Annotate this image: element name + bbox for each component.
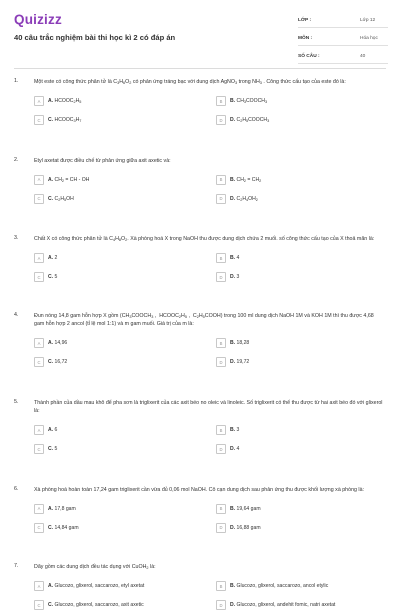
question-number: 3. xyxy=(14,235,19,241)
option-text: D. 4 xyxy=(230,446,240,452)
option-text: B. 4 xyxy=(230,255,240,261)
option-letter-box[interactable]: C xyxy=(34,600,44,610)
answer-options xyxy=(34,424,388,456)
option-letter-box[interactable]: B xyxy=(216,175,226,185)
answer-option-d[interactable] xyxy=(216,443,398,456)
option-text: D. 3 xyxy=(230,274,240,280)
option-text: C. 16,72 xyxy=(48,359,68,365)
option-text: D. 16,88 gam xyxy=(230,524,261,531)
question-item xyxy=(14,486,388,535)
answer-options xyxy=(34,95,388,127)
option-letter-box[interactable]: B xyxy=(216,581,226,591)
answer-option-c[interactable] xyxy=(34,356,216,369)
option-text: C. Glucozo, glixerol, saccarozo, axit axetic xyxy=(48,602,144,608)
option-letter-box[interactable]: B xyxy=(216,425,226,435)
question-item xyxy=(14,399,388,456)
question-number: 6. xyxy=(14,485,19,492)
option-letter-box[interactable]: A xyxy=(34,253,44,263)
meta-value: Hóa học xyxy=(360,35,378,41)
option-letter-box[interactable]: A xyxy=(34,425,44,435)
question-number: 2. xyxy=(14,156,19,163)
answer-option-d[interactable] xyxy=(216,192,398,205)
option-letter-box[interactable]: D xyxy=(216,272,226,282)
option-letter-box[interactable]: A xyxy=(34,338,44,348)
option-letter-box[interactable]: A xyxy=(34,504,44,514)
option-letter-box[interactable]: D xyxy=(216,194,226,204)
answer-option-b[interactable] xyxy=(216,337,398,350)
option-letter-box[interactable]: C xyxy=(34,357,44,367)
question-number: 7. xyxy=(14,563,19,569)
option-text: C. 5 xyxy=(48,446,58,452)
meta-label: SỐ CÂU : xyxy=(298,53,320,59)
option-text: B. 18,28 xyxy=(230,340,250,346)
document-meta xyxy=(298,13,388,67)
answer-options xyxy=(34,337,388,369)
question-list xyxy=(14,78,388,612)
answer-option-a[interactable] xyxy=(34,337,216,350)
answer-options xyxy=(34,502,388,534)
answer-options xyxy=(34,173,388,205)
question-text: Dãy gồm các dung dịch đều tác dụng với CuOH$_2$ là: xyxy=(34,564,156,571)
answer-option-d[interactable] xyxy=(216,521,398,534)
option-text: C. 5 xyxy=(48,274,58,280)
option-letter-box[interactable]: D xyxy=(216,357,226,367)
answer-option-a[interactable] xyxy=(34,252,216,265)
question-text: Chất X có công thức phân tử là $C_4H_8O_2$. Xà phòng hoá X trong NaOH thu được dung dịch chứa 2 muối. số công thức cấu tạo của X thoả mãn là: xyxy=(34,236,375,243)
option-letter-box[interactable]: B xyxy=(216,338,226,348)
option-letter-box[interactable]: D xyxy=(216,115,226,125)
option-letter-box[interactable]: C xyxy=(34,523,44,533)
option-letter-box[interactable]: C xyxy=(34,194,44,204)
option-text: B. 19,64 gam xyxy=(230,505,261,512)
option-text: C. $HCOOC_3H_7$ xyxy=(48,117,82,124)
answer-option-b[interactable] xyxy=(216,252,398,265)
option-letter-box[interactable]: A xyxy=(34,581,44,591)
answer-option-a[interactable] xyxy=(34,502,216,515)
option-text: A. 6 xyxy=(48,427,58,433)
question-item xyxy=(14,157,388,206)
answer-option-d[interactable] xyxy=(216,271,398,284)
option-letter-box[interactable]: C xyxy=(34,444,44,454)
option-text: A. $CH_2$ = CH - OH xyxy=(48,176,90,183)
answer-option-b[interactable] xyxy=(216,502,398,515)
answer-option-d[interactable] xyxy=(216,114,398,127)
option-letter-box[interactable]: B xyxy=(216,504,226,514)
question-item xyxy=(14,235,388,284)
answer-option-c[interactable] xyxy=(34,443,216,456)
answer-option-c[interactable] xyxy=(34,521,216,534)
question-item xyxy=(14,312,388,369)
option-text: C. 14,84 gam xyxy=(48,524,79,531)
question-text: Đun nóng 14,8 gam hỗn hợp X gồm ($CH_3COOCH_3$ , $HCOOC_2H_5$ , $C_2H_5COOH$) trong 100 ml dung dịch NaOH 1M và KOH 1M thì thu được 4,68 gam hỗn hợp 2 ancol (tỉ lệ mol 1:1) và m gam muối. Giá trị của m là: xyxy=(34,312,374,327)
option-text: A. 14,96 xyxy=(48,340,68,346)
question-item xyxy=(14,563,388,612)
option-letter-box[interactable]: A xyxy=(34,175,44,185)
answer-option-a[interactable] xyxy=(34,173,216,186)
option-letter-box[interactable]: D xyxy=(216,523,226,533)
question-text: Etyl axetat được điều chế từ phản ứng giữa axit axetic và: xyxy=(34,157,171,164)
answer-option-a[interactable] xyxy=(34,580,216,593)
option-text: D. 19,72 xyxy=(230,359,250,365)
option-letter-box[interactable]: D xyxy=(216,444,226,454)
option-text: A. $HCOOC_2H_5$ xyxy=(48,98,82,105)
answer-option-b[interactable] xyxy=(216,580,398,593)
answer-option-d[interactable] xyxy=(216,356,398,369)
option-letter-box[interactable]: D xyxy=(216,600,226,610)
option-letter-box[interactable]: B xyxy=(216,253,226,263)
question-text: Xà phòng hoá hoàn toàn 17,24 gam triglixerit cần vừa đủ 0,06 mol NaOH. Cô cạn dung dịch sau phản ứng thu được khối lượng xà phòng là: xyxy=(34,486,365,493)
answer-option-d[interactable] xyxy=(216,599,398,612)
answer-option-b[interactable] xyxy=(216,173,398,186)
option-letter-box[interactable]: A xyxy=(34,96,44,106)
option-text: A. 2 xyxy=(48,255,58,261)
question-number: 4. xyxy=(14,311,19,318)
question-item xyxy=(14,78,388,127)
meta-row-subject xyxy=(298,31,388,46)
question-number: 1. xyxy=(14,78,19,84)
meta-row-count xyxy=(298,49,388,64)
answer-options xyxy=(34,580,388,612)
question-text: Thành phần của dầu mau khô để pha sơn là triglixerit của các axit béo no oleic và linoleic. Số triglixerit có thể thu được từ hai axit béo đó với glixerol là: xyxy=(34,399,383,414)
answer-option-a[interactable] xyxy=(34,95,216,108)
option-text: D. $C_2H_4OH_2$ xyxy=(230,195,258,202)
answer-option-c[interactable] xyxy=(34,114,216,127)
answer-option-c[interactable] xyxy=(34,271,216,284)
option-text: B. Glucozo, glixerol, saccarozo, ancol etylic xyxy=(230,583,329,589)
option-text: B. 3 xyxy=(230,427,240,433)
option-text: D. $C_2H_5COOCH_3$ xyxy=(230,117,270,124)
answer-options xyxy=(34,252,388,284)
answer-option-c[interactable] xyxy=(34,192,216,205)
meta-row-class xyxy=(298,13,388,28)
answer-option-c[interactable] xyxy=(34,599,216,612)
option-text: D. Glucozo, glixerol, andehit fomic, natri axetat xyxy=(230,602,336,608)
meta-value: 40 xyxy=(360,53,366,59)
answer-option-a[interactable] xyxy=(34,424,216,437)
answer-option-b[interactable] xyxy=(216,95,398,108)
option-text: A. 17,8 gam xyxy=(48,505,76,512)
header-divider xyxy=(14,68,386,69)
option-text: B. $CH_3COOCH_3$ xyxy=(230,98,268,105)
meta-value: Lớp 12 xyxy=(360,17,376,23)
document-title: 40 câu trắc nghiệm bài thi học kì 2 có đáp án xyxy=(14,33,176,42)
meta-label: LỚP : xyxy=(298,17,312,23)
quizizz-logo: Quizizz xyxy=(14,12,62,27)
option-text: C. $C_2H_5OH$ xyxy=(48,195,74,202)
question-text: Một este có công thức phân tử là $C_3H_6O_2$ có phản ứng tráng bạc với dung dịch AgNO$_3$ trong $NH_3$ . Công thức cấu tạo của este đó là: xyxy=(34,79,346,86)
option-letter-box[interactable]: B xyxy=(216,96,226,106)
option-letter-box[interactable]: C xyxy=(34,115,44,125)
question-number: 5. xyxy=(14,398,19,405)
answer-option-b[interactable] xyxy=(216,424,398,437)
option-letter-box[interactable]: C xyxy=(34,272,44,282)
option-text: A. Glucozo, glixerol, saccarozo, etyl axetat xyxy=(48,583,145,589)
option-text: B. $CH_2 = CH_2$ xyxy=(230,176,262,183)
meta-label: MÔN : xyxy=(298,35,313,41)
